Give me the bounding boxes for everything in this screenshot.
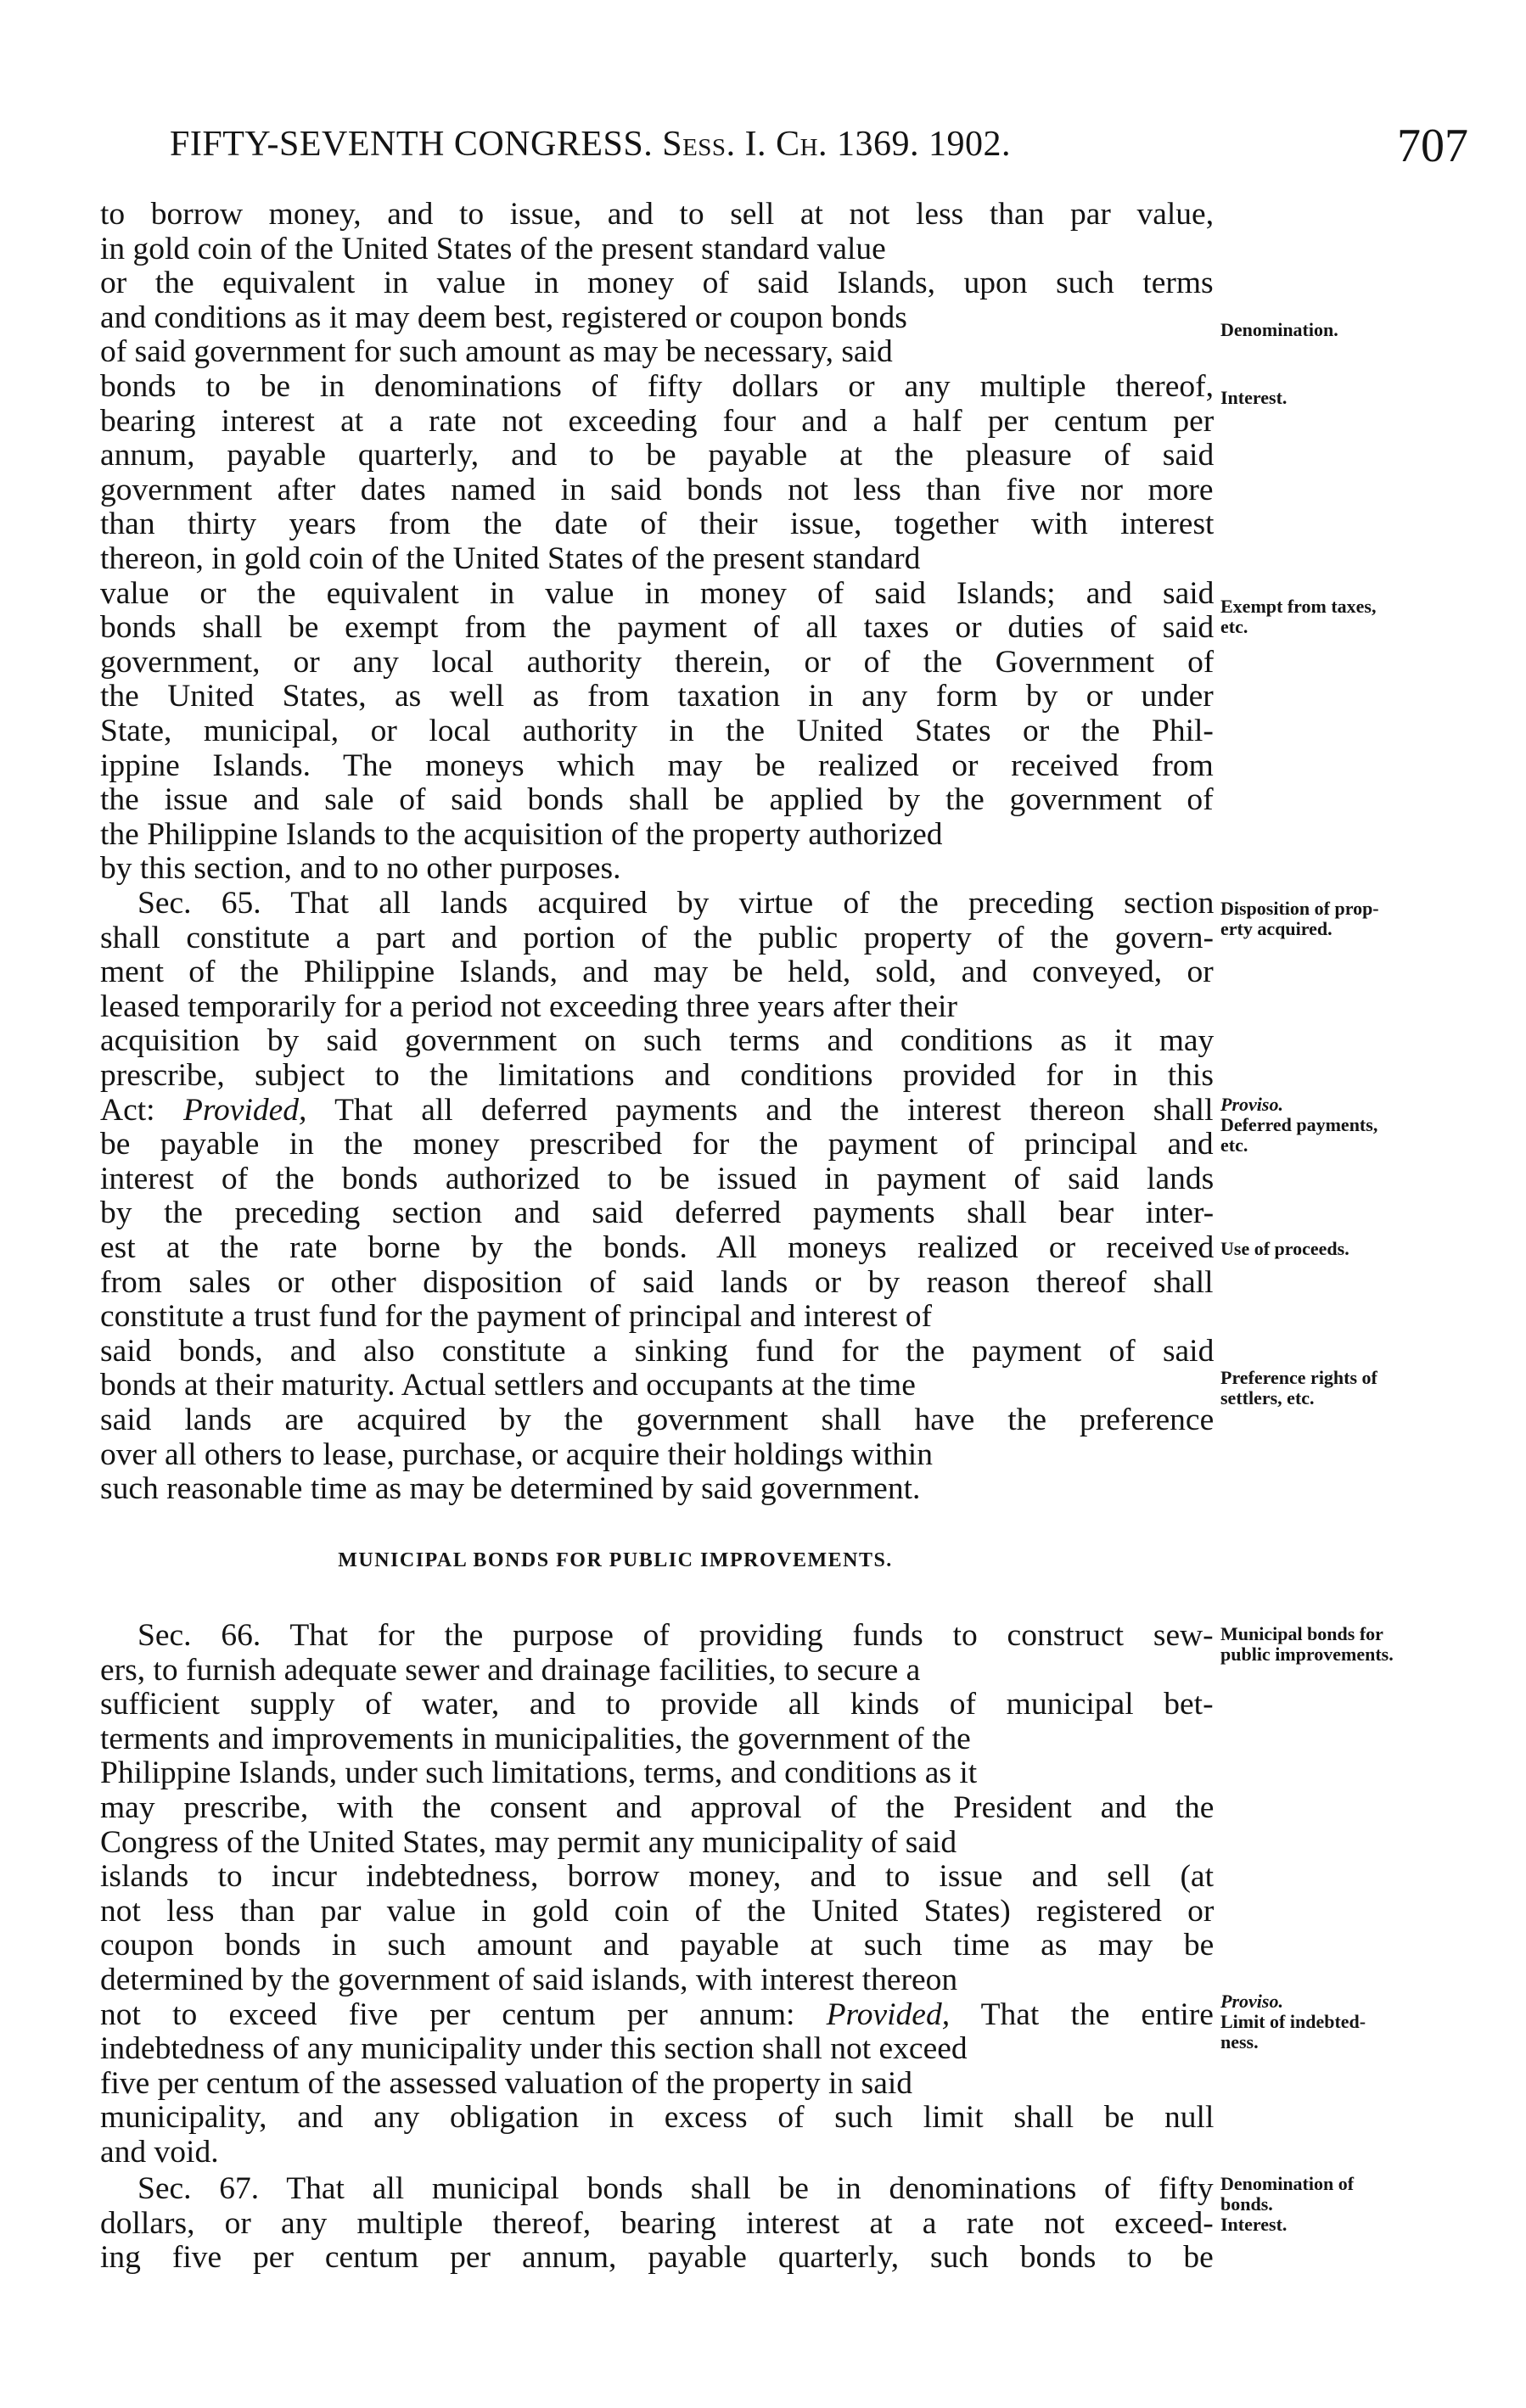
text-line: the Philippine Islands to the acquisition of the property authorized (100, 817, 943, 852)
margin-note-preference (1220, 1368, 1518, 1408)
margin-note-line: Exempt from taxes, (1220, 596, 1377, 617)
text-line: may prescribe, with the consent and approval of the President and the (100, 1790, 1214, 1825)
text-line: dollars, or any multiple thereof, bearing interest at a rate not exceed- (100, 2206, 1214, 2241)
margin-note-interest: Interest. (1220, 387, 1288, 408)
provided-italic: Provided, (826, 1997, 951, 2032)
text-line: be payable in the money prescribed for the payment of principal and (100, 1128, 1214, 1162)
section-66-first-line: Sec. 66. That for the purpose of providing funds to construct sew- (137, 1619, 1214, 1653)
section-67-first-line: Sec. 67. That all municipal bonds shall be in denominations of fifty (137, 2172, 1214, 2206)
margin-note-line: Proviso. (1220, 1094, 1283, 1115)
text-line: the United States, as well as from taxation in any form by or under (100, 680, 1214, 714)
text-line: of said government for such amount as may be necessary, said (100, 335, 893, 370)
text-line: government after dates named in said bonds not less than five nor more (100, 473, 1214, 507)
text-line: value or the equivalent in value in money of said Islands; and said (100, 576, 1214, 611)
margin-note-disposition (1220, 899, 1518, 939)
text-line: interest of the bonds authorized to be issued in payment of said lands (100, 1162, 1214, 1196)
text-line: ers, to furnish adequate sewer and drainage facilities, to secure a (100, 1653, 921, 1688)
text-line: bonds at their maturity. Actual settlers and occupants at the time (100, 1369, 916, 1403)
section-heading: MUNICIPAL BONDS FOR PUBLIC IMPROVEMENTS. (338, 1549, 893, 1571)
section-66 (100, 1619, 1214, 2170)
text-line: annum, payable quarterly, and to be payable at the pleasure of said (100, 439, 1214, 473)
text-line: coupon bonds in such amount and payable at such time as may be (100, 1929, 1214, 1963)
margin-note-deferred (1220, 1095, 1518, 1156)
margin-note-denomination: Denomination. (1220, 319, 1338, 340)
text-line: islands to incur indebtedness, borrow money, and to issue and sell (at (100, 1860, 1214, 1895)
proviso-text: That all deferred payments and the interest thereon shall (306, 1093, 1214, 1128)
text-line: indebtedness of any municipality under this section shall not exceed (100, 2032, 968, 2067)
act-prefix: Act: (100, 1093, 183, 1128)
text-line: Congress of the United States, may permit any municipality of said (100, 1825, 957, 1860)
margin-note-line: ness. (1220, 2031, 1259, 2052)
proviso-line (100, 1998, 1214, 2033)
header-year: 1902. (929, 125, 1012, 164)
text-line: and void. (100, 2135, 219, 2170)
margin-note-line: bonds. (1220, 2193, 1273, 2215)
text-line: bearing interest at a rate not exceeding four and a half per centum per (100, 404, 1214, 439)
text-line: prescribe, subject to the limitations and conditions provided for in this (100, 1058, 1214, 1093)
text-line: determined by the government of said islands, with interest thereon (100, 1963, 958, 1997)
text-line: ing five per centum per annum, payable quarterly, such bonds to be (100, 2241, 1214, 2276)
text-line: ment of the Philippine Islands, and may be held, sold, and conveyed, or (100, 955, 1214, 990)
text-line: said lands are acquired by the government shall have the preference (100, 1403, 1214, 1437)
text-line: from sales or other disposition of said lands or by reason thereof shall (100, 1265, 1214, 1300)
text-line: State, municipal, or local authority in the United States or the Phil- (100, 714, 1214, 748)
margin-note-line: etc. (1220, 1134, 1248, 1156)
margin-note-line: Interest. (1220, 2214, 1288, 2235)
running-header (127, 119, 1468, 180)
text-line: thereon, in gold coin of the United States of the present standard (100, 541, 921, 576)
paragraph-continuation (100, 198, 1214, 887)
text-line: shall constitute a part and portion of the public property of the govern- (100, 921, 1214, 955)
text-line: than thirty years from the date of their issue, together with interest (100, 507, 1214, 542)
text-line: est at the rate borne by the bonds. All moneys realized or received (100, 1230, 1214, 1265)
margin-note-line: Limit of indebted- (1220, 2011, 1366, 2032)
text-line: or the equivalent in value in money of said Islands, upon such terms (100, 266, 1214, 301)
margin-note-line: settlers, etc. (1220, 1387, 1315, 1408)
margin-note-line: Denomination of (1220, 2173, 1355, 2194)
text-line: over all others to lease, purchase, or acquire their holdings within (100, 1437, 933, 1472)
margin-note-line: public improvements. (1220, 1644, 1394, 1665)
proviso-text: That the entire (950, 1997, 1214, 2032)
text-line: to borrow money, and to issue, and to sell at not less than par value, (100, 198, 1214, 232)
margin-note-line: Disposition of prop- (1220, 898, 1379, 919)
text-line: by the preceding section and said deferred payments shall bear inter- (100, 1196, 1214, 1231)
header-chapter: Ch. 1369. (776, 125, 920, 164)
text-line: acquisition by said government on such terms and conditions as it may (100, 1024, 1214, 1059)
section-65 (100, 887, 1214, 1507)
margin-note-line: Preference rights of (1220, 1367, 1377, 1388)
margin-note-line: Municipal bonds for (1220, 1623, 1383, 1644)
proviso-prefix: not to exceed five per centum per annum: (100, 1997, 827, 2032)
text-line: ippine Islands. The moneys which may be realized or received from (100, 748, 1214, 783)
margin-note-line: Deferred payments, (1220, 1114, 1378, 1135)
text-line: constitute a trust fund for the payment of principal and interest of (100, 1300, 932, 1335)
margin-note-line: erty acquired. (1220, 918, 1332, 939)
text-line: in gold coin of the United States of the present standard value (100, 232, 886, 266)
margin-note-line: Proviso. (1220, 1991, 1283, 2012)
margin-note-exempt (1220, 596, 1518, 637)
text-line: the issue and sale of said bonds shall be applied by the government of (100, 783, 1214, 818)
text-line: government, or any local authority therein, or of the Government of (100, 645, 1214, 680)
proviso-line (100, 1094, 1214, 1128)
header-session: Sess. I. (662, 125, 767, 164)
text-line: bonds shall be exempt from the payment of all taxes or duties of said (100, 611, 1214, 646)
text-line: municipality, and any obligation in excess of such limit shall be null (100, 2101, 1214, 2136)
margin-note-denomination-bonds (1220, 2174, 1518, 2235)
section-67 (100, 2172, 1214, 2276)
text-line: leased temporarily for a period not exceeding three years after their (100, 989, 957, 1024)
text-line: by this section, and to no other purposes. (100, 852, 621, 887)
text-line: bonds to be in denominations of fifty dollars or any multiple thereof, (100, 369, 1214, 404)
margin-note-use-of-proceeds: Use of proceeds. (1220, 1238, 1349, 1259)
text-line: not less than par value in gold coin of the United States) registered or (100, 1894, 1214, 1929)
margin-note-line: etc. (1220, 616, 1248, 637)
text-line: terments and improvements in municipalities, the government of the (100, 1722, 971, 1756)
provided-italic: Provided, (182, 1093, 307, 1128)
margin-note-municipal (1220, 1624, 1518, 1665)
text-line: Philippine Islands, under such limitations, terms, and conditions as it (100, 1756, 978, 1791)
text-line: such reasonable time as may be determined by said government. (100, 1472, 921, 1507)
text-line: five per centum of the assessed valuation of the property in said (100, 2066, 913, 2101)
header-congress: FIFTY-SEVENTH CONGRESS. (170, 125, 654, 164)
text-line: sufficient supply of water, and to provide all kinds of municipal bet- (100, 1688, 1214, 1722)
margin-note-limit (1220, 1991, 1518, 2052)
header-title (170, 124, 1011, 165)
text-line: and conditions as it may deem best, registered or coupon bonds (100, 300, 907, 335)
text-line: said bonds, and also constitute a sinking fund for the payment of said (100, 1334, 1214, 1369)
page-number: 707 (1397, 120, 1468, 172)
section-65-first-line: Sec. 65. That all lands acquired by virtue of the preceding section (137, 887, 1214, 921)
